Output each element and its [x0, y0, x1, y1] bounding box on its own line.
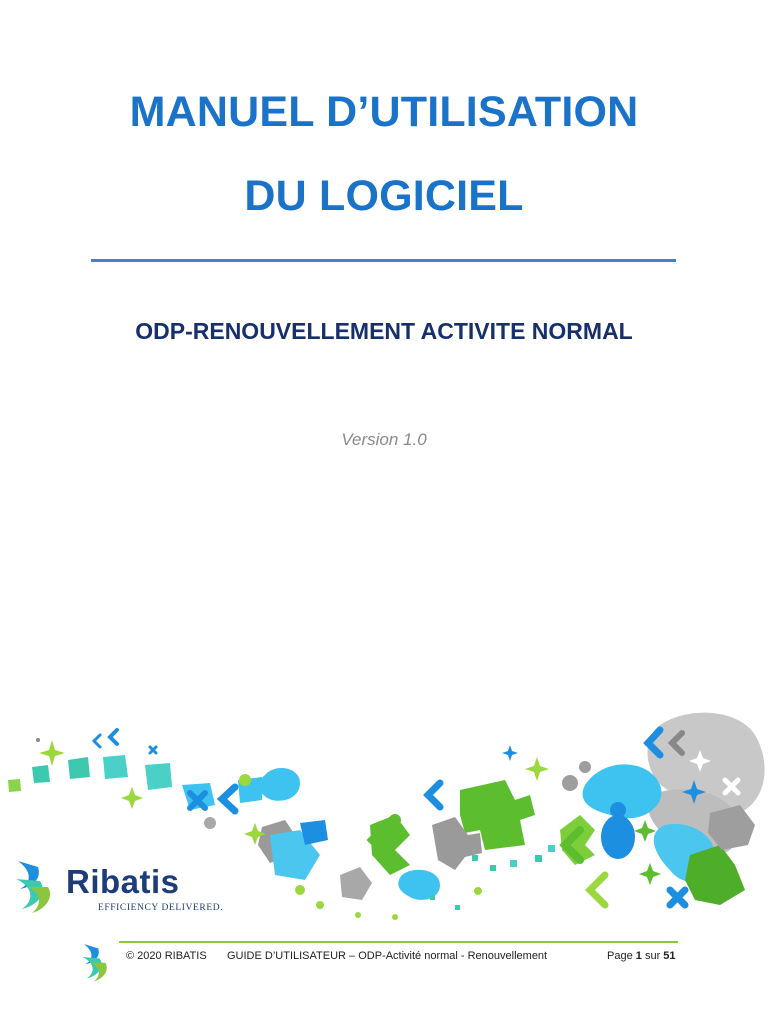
- document-subtitle: ODP-RENOUVELLEMENT ACTIVITE NORMAL: [135, 318, 633, 344]
- footer-page-number: [607, 950, 676, 962]
- document-version: Version 1.0: [341, 430, 427, 449]
- footer-total-pages: 51: [663, 950, 676, 962]
- title-divider: [91, 259, 676, 262]
- ribatis-logo: [10, 855, 224, 917]
- footer-of-word: sur: [644, 950, 661, 962]
- footer-logo-icon: [78, 940, 114, 984]
- ribatis-logo-mark-icon: [10, 857, 60, 915]
- document-title-line2: DU LOGICIEL: [244, 172, 524, 220]
- document-title-line1: MANUEL D’UTILISATION: [129, 88, 639, 136]
- ribatis-logo-wordmark: Ribatis: [66, 863, 180, 900]
- footer-divider: [119, 941, 678, 943]
- footer-page-word: Page: [607, 950, 633, 962]
- footer-copyright: © 2020 RIBATIS: [126, 950, 207, 962]
- footer-guide-title: GUIDE D’UTILISATEUR – ODP-Activité normal - Renouvellement: [227, 950, 548, 962]
- footer-current-page: 1: [635, 950, 642, 962]
- ribatis-logo-tagline: EFFICIENCY DELIVERED.: [98, 903, 224, 913]
